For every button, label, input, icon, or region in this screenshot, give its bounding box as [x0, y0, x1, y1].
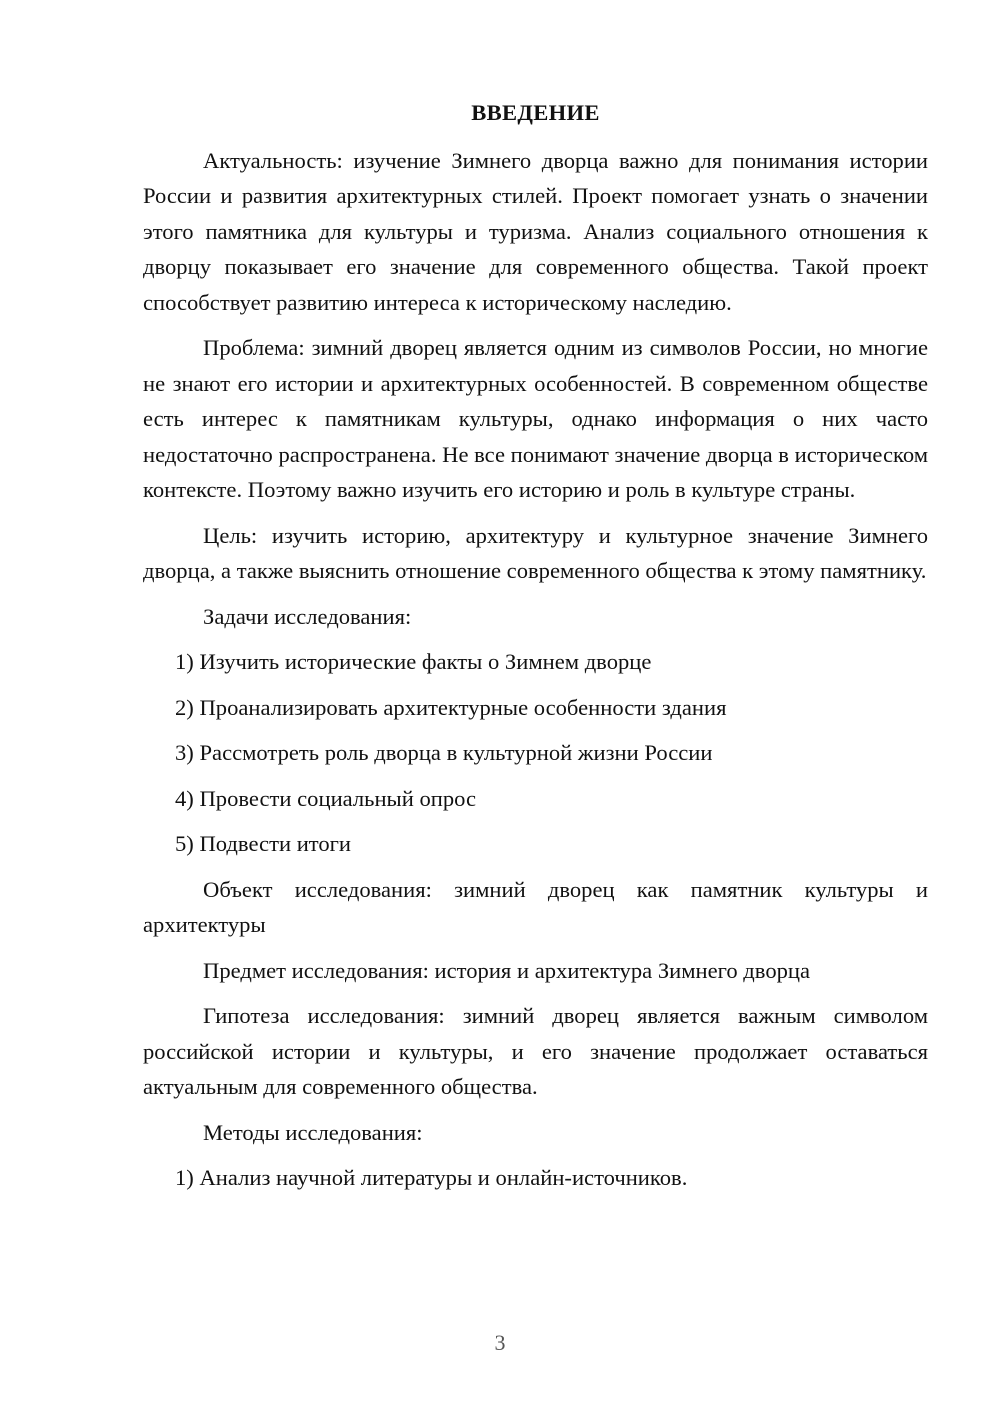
methods-list: [143, 1160, 928, 1196]
hypothesis-paragraph: Гипотеза исследования: зимний дворец является важным символом российской истории и культуры, и его значение продолжает оставаться актуальным для современного общества.: [143, 1003, 928, 1099]
page-number: 3: [494, 1330, 506, 1355]
task-item: 2) Проанализировать архитектурные особенности здания: [175, 694, 727, 720]
section-title: ВВЕДЕНИЕ: [471, 100, 600, 125]
problem-paragraph: Проблема: зимний дворец является одним из символов России, но многие не знают его истории и архитектурных особенностей. В современном обществе есть интерес к памятникам культуры, однако информация о них часто недостаточно распространена. Не все понимают значение дворца в историческом контексте. Поэтому важно изучить его историю и роль в культуре страны.: [143, 335, 928, 502]
task-item: 5) Подвести итоги: [175, 831, 352, 856]
tasks-heading: Задачи исследования:: [203, 603, 412, 629]
methods-heading: Методы исследования:: [203, 1119, 423, 1145]
tasks-list: [143, 644, 928, 862]
relevance-paragraph: Актуальность: изучение Зимнего дворца важно для понимания истории России и развития архитектурных стилей. Проект помогает узнать о значении этого памятника для культуры и туризма. Анализ социального отношения к дворцу показывает его значение для современного общества. Такой проект способствует развитию интереса к историческому наследию.: [143, 147, 928, 315]
task-item: 1) Изучить исторические факты о Зимнем дворце: [175, 649, 652, 674]
goal-paragraph: Цель: изучить историю, архитектуру и культурное значение Зимнего дворца, а также выяснить отношение современного общества к этому памятнику.: [143, 522, 928, 583]
page-content: [143, 95, 928, 1206]
object-paragraph: Объект исследования: зимний дворец как памятник культуры и архитектуры: [143, 876, 928, 937]
task-item: 4) Провести социальный опрос: [175, 785, 477, 811]
task-item: 3) Рассмотреть роль дворца в культурной жизни России: [175, 740, 713, 765]
method-item: 1) Анализ научной литературы и онлайн-источников.: [175, 1165, 688, 1190]
subject-paragraph: Предмет исследования: история и архитектура Зимнего дворца: [203, 957, 811, 983]
